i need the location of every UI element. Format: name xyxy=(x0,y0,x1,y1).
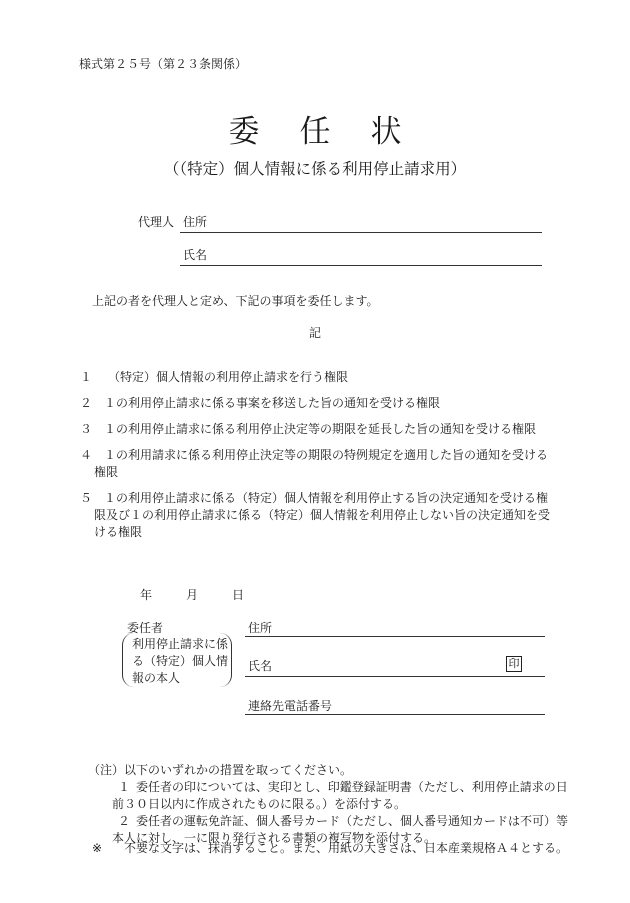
item-number: ２ xyxy=(80,396,93,410)
principal-label: 委任者 xyxy=(127,621,164,635)
list-item xyxy=(80,369,550,386)
note1-line1: 委任者の印については、実印とし、印鑑登録証明書（ただし、利用停止請求の日 xyxy=(136,780,568,794)
principal-address-label: 住所 xyxy=(248,621,273,635)
item-text: １の利用停止請求に係る（特定）個人情報を利用停止する旨の決定通知を受ける権限及び１の利用停止請求に係る（特定）個人情報を利用停止しない旨の決定通知を受ける権限 xyxy=(94,491,551,539)
item-number: ３ xyxy=(80,422,93,436)
seal-mark: 印 xyxy=(506,656,522,672)
note2-line1: 委任者の運転免許証、個人番号カード（ただし、個人番号通知カードは不可）等 xyxy=(136,814,569,828)
note1-line2: 前３０日以内に作成されたものに限る。）を添付する。 xyxy=(112,797,407,811)
list-item xyxy=(80,490,552,541)
agent-name-label: 氏名 xyxy=(183,248,208,262)
item-number: １ xyxy=(80,370,93,384)
principal-name-line xyxy=(245,676,545,677)
item-number: ４ xyxy=(80,448,93,462)
principal-name-label: 氏名 xyxy=(248,659,273,673)
ki-heading: 記 xyxy=(308,326,321,340)
item-text: １の利用請求に係る利用停止決定等の期限の特例規定を適用した旨の通知を受ける権限 xyxy=(94,448,549,479)
note2-number: ２ xyxy=(118,814,131,828)
form-number: 様式第２５号（第２３条関係） xyxy=(79,57,248,71)
agent-address-line xyxy=(180,232,542,233)
remark-mark: ※ xyxy=(92,841,103,855)
note2-line2: 本人に対し、一に限り発行される書類の複写物を添付する。 xyxy=(112,831,437,845)
item-text: １の利用停止請求に係る利用停止決定等の期限を延長した旨の通知を受ける権限 xyxy=(104,422,537,436)
agent-name-line xyxy=(180,265,542,266)
principal-phone-label: 連絡先電話番号 xyxy=(248,699,333,713)
list-item xyxy=(80,447,552,481)
date-day-label: 日 xyxy=(232,588,245,602)
principal-phone-line xyxy=(245,714,545,715)
date-year-label: 年 xyxy=(140,588,153,602)
agent-address-label: 住所 xyxy=(183,215,208,229)
intro-text: 上記の者を代理人と定め、下記の事項を委任します。 xyxy=(92,294,379,308)
principal-address-line xyxy=(245,636,545,637)
list-item xyxy=(80,395,550,412)
document-subtitle: （（特定）個人情報に係る利用停止請求用） xyxy=(163,160,467,178)
item-text: １の利用停止請求に係る事案を移送した旨の通知を受ける権限 xyxy=(104,396,441,410)
agent-label: 代理人 xyxy=(138,215,175,229)
document-title: 委任状 xyxy=(228,114,442,150)
notes-heading: （注）以下のいずれかの措置を取ってください。 xyxy=(88,763,353,777)
note1-number: １ xyxy=(118,780,131,794)
list-item xyxy=(80,421,550,438)
item-number: ５ xyxy=(80,491,93,505)
item-text: （特定）個人情報の利用停止請求を行う権限 xyxy=(108,370,349,384)
principal-description: 利用停止請求に係る（特定）個人情報の本人 xyxy=(132,637,229,685)
date-month-label: 月 xyxy=(186,588,199,602)
remark-text: 不要な文字は、抹消すること。また、用紙の大きさは、日本産業規格Ａ４とする。 xyxy=(124,841,569,855)
